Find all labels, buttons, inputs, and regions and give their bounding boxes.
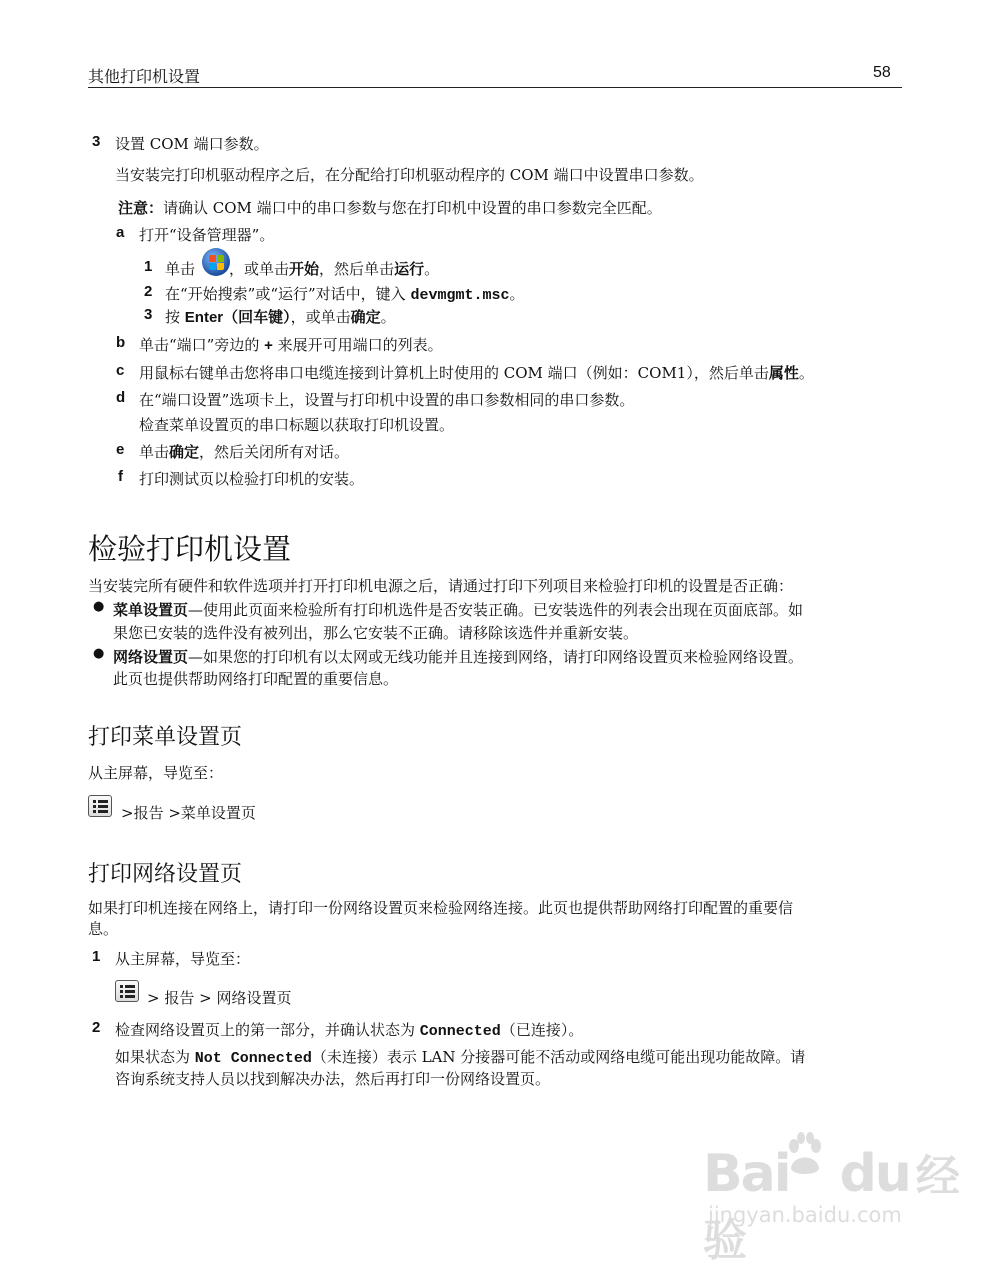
substep-e	[139, 441, 349, 462]
substep-f: 打印测试页以检验打印机的安装。	[139, 470, 365, 488]
step-text: 从主屏幕，导览至：	[115, 950, 251, 968]
substep-letter: b	[116, 334, 126, 351]
page-number: 58	[873, 64, 891, 81]
text: 。	[509, 285, 525, 303]
menu-settings-page-term: 菜单设置页	[113, 601, 189, 619]
bullet2-line2: 此页也提供帮助网络打印配置的重要信息。	[113, 670, 399, 688]
command-code: devmgmt.msc	[410, 287, 510, 304]
substep-c	[139, 362, 814, 383]
substep-text: 打开“设备管理器”。	[139, 226, 275, 244]
ok-label: 确定	[350, 308, 381, 326]
text: ，或单击	[229, 260, 290, 278]
text: 如果状态为	[115, 1048, 191, 1066]
bullet-icon: ●	[93, 646, 105, 661]
nav-path: > 报告 > 网络设置页	[147, 989, 292, 1007]
step-number: 3	[92, 133, 101, 150]
text: ，或单击	[290, 308, 351, 326]
text: ，然后单击	[319, 260, 395, 278]
text: 来展开可用端口的列表。	[277, 336, 443, 354]
section-intro: 当安装完所有硬件和软件选项并打开打印机电源之后，请通过打印下列项目来检验打印机的设置是否正确：	[88, 577, 794, 595]
paw-icon	[785, 1132, 825, 1176]
text: —使用此页面来检验所有打印机选件是否安装正确。已安装选件的列表会出现在页面底部。如	[188, 601, 804, 619]
status-code: Connected	[419, 1023, 501, 1040]
text: 检查网络设置页上的第一部分，并确认状态为	[115, 1021, 416, 1039]
text: （已连接）。	[500, 1021, 584, 1039]
watermark-cn: 经验	[703, 1151, 958, 1266]
network-intro-line1: 如果打印机连接在网络上，请打印一份网络设置页来检验网络连接。此页也提供帮助网络打印配置的重要信	[88, 899, 794, 917]
text: 在“开始搜索”或“运行”对话中，键入	[165, 285, 406, 303]
substep-b	[139, 334, 443, 355]
bullet1-line2: 果您已安装的选件没有被列出，那么它安装不正确。请移除该选件并重新安装。	[113, 624, 639, 642]
step2-text	[115, 1019, 583, 1040]
step-number: 2	[92, 1019, 101, 1036]
bullet2-line1	[113, 646, 803, 667]
text: 单击	[139, 443, 170, 461]
watermark-url: jingyan.baidu.com	[708, 1203, 902, 1227]
bullet-icon: ●	[93, 599, 105, 614]
sub-substep-2	[165, 283, 525, 304]
running-header-title: 其他打印机设置	[88, 67, 201, 86]
text: —如果您的打印机有以太网或无线功能并且连接到网络，请打印网络设置页来检验网络设置。	[188, 648, 804, 666]
substep-letter: c	[116, 362, 125, 379]
text: 。	[798, 364, 814, 382]
note-text: 请确认 COM 端口中的串口参数与您在打印机中设置的串口参数完全匹配。	[163, 199, 662, 217]
nav-instruction: 从主屏幕，导览至：	[88, 764, 224, 782]
substep-letter: e	[116, 441, 125, 458]
substep-letter: f	[118, 468, 123, 485]
substep-d-line2: 检查菜单设置页的串口标题以获取打印机设置。	[139, 416, 455, 434]
windows-start-icon	[202, 248, 230, 276]
note-label: 注意：	[118, 199, 164, 217]
step-title: 设置 COM 端口参数。	[115, 135, 269, 153]
sub-substep-number: 1	[144, 258, 153, 275]
text: 单击	[165, 260, 196, 278]
subsection-heading: 打印菜单设置页	[88, 725, 243, 750]
network-intro-line2: 息。	[88, 920, 119, 938]
note	[118, 197, 662, 218]
bullet1-line1	[113, 599, 803, 620]
enter-key-label: Enter（回车键）	[184, 309, 291, 326]
properties-label: 属性	[768, 364, 799, 382]
menu-list-icon	[88, 795, 112, 817]
sub-substep-number: 3	[144, 306, 153, 323]
header-rule	[88, 87, 902, 88]
step2-desc-line2: 咨询系统支持人员以找到解决办法，然后再打印一份网络设置页。	[115, 1070, 551, 1088]
plus-sign: +	[264, 337, 273, 354]
substep-letter: d	[116, 389, 126, 406]
sub-substep-number: 2	[144, 283, 153, 300]
menu-list-icon	[115, 980, 139, 1002]
substep-d-line1: 在“端口设置”选项卡上，设置与打印机中设置的串口参数相同的串口参数。	[139, 391, 635, 409]
run-label: 运行	[394, 260, 425, 278]
text: 。	[424, 260, 440, 278]
start-label: 开始	[289, 260, 320, 278]
text: ，然后关闭所有对话。	[199, 443, 350, 461]
text: （未连接）表示 LAN 分接器可能不活动或网络电缆可能出现功能故障。请	[311, 1048, 806, 1066]
watermark-brand: Bai	[703, 1144, 790, 1204]
ok-label: 确定	[169, 443, 200, 461]
nav-path: >报告 >菜单设置页	[121, 804, 256, 822]
step2-desc-line1	[115, 1046, 805, 1067]
text: 单击“端口”旁边的	[139, 336, 260, 354]
watermark-brand2: du	[839, 1144, 910, 1204]
text: 按	[165, 308, 181, 326]
network-settings-page-term: 网络设置页	[113, 648, 189, 666]
sub-substep-3	[165, 306, 396, 327]
step-description: 当安装完打印机驱动程序之后，在分配给打印机驱动程序的 COM 端口中设置串口参数。	[115, 166, 704, 184]
substep-letter: a	[116, 224, 125, 241]
status-code: Not Connected	[194, 1050, 312, 1067]
section-heading: 检验打印机设置	[88, 532, 292, 566]
step-number: 1	[92, 948, 101, 965]
text: 用鼠标右键单击您将串口电缆连接到计算机上时使用的 COM 端口（例如：COM1），然后单击	[139, 364, 769, 382]
text: 。	[380, 308, 396, 326]
subsection-heading: 打印网络设置页	[88, 862, 243, 887]
